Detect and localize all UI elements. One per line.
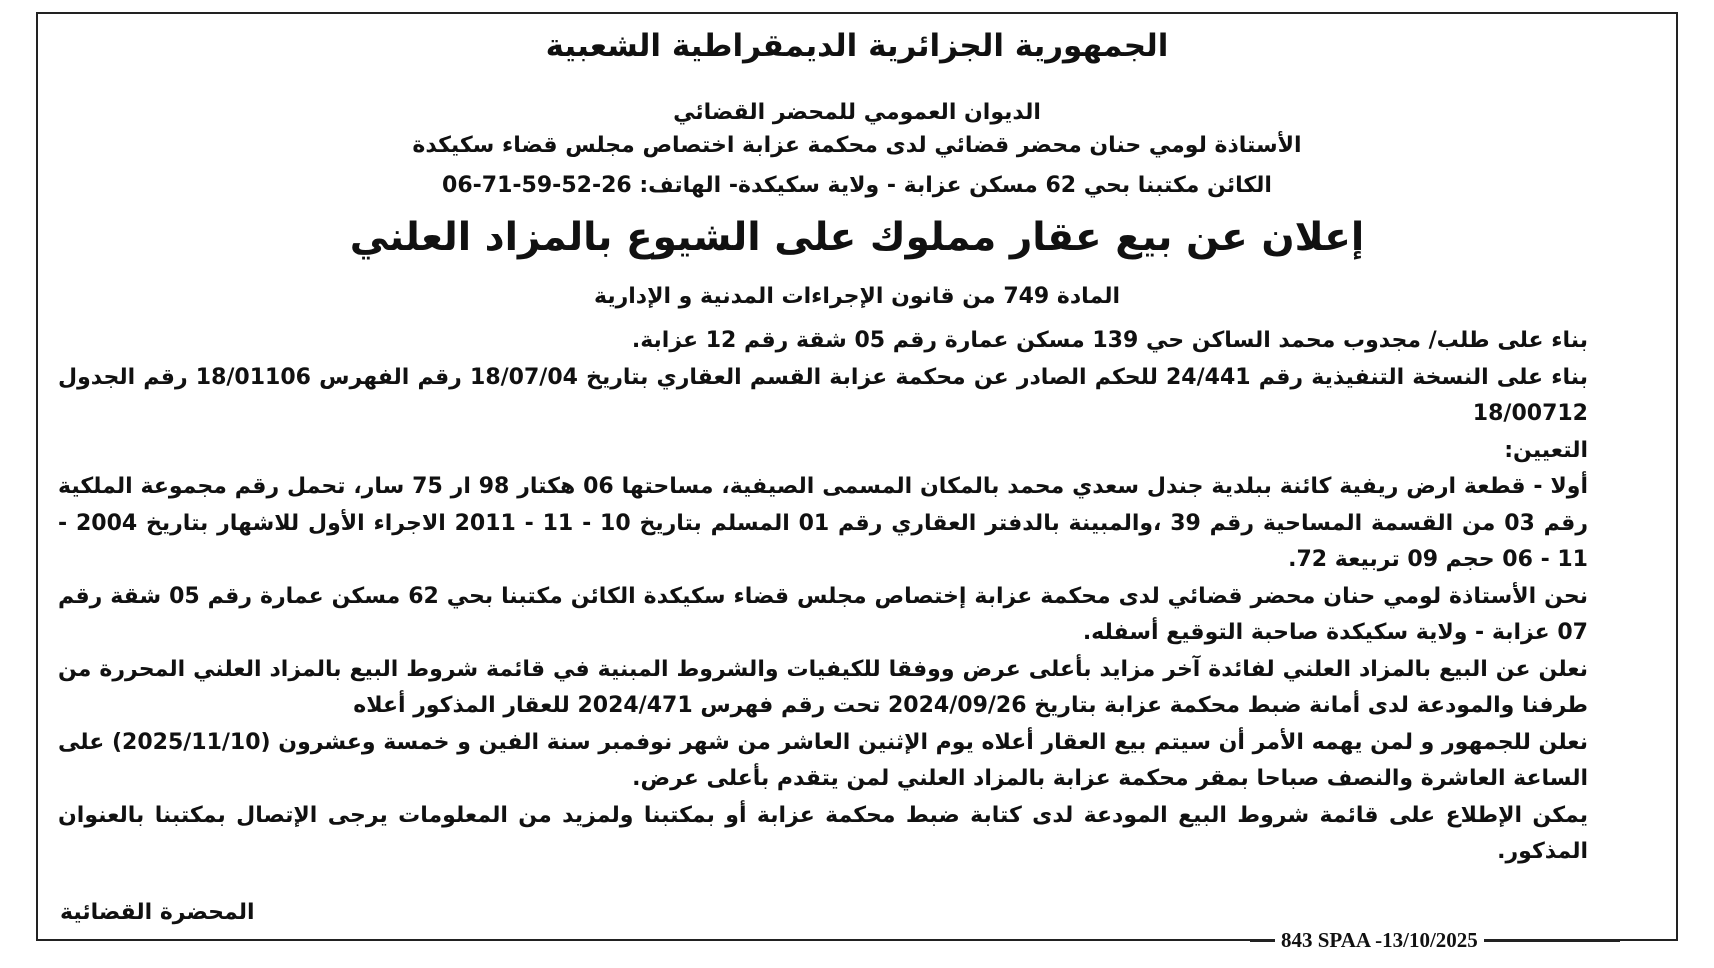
property-paragraph: أولا - قطعة ارض ريفية كائنة ببلدية جندل سعدي محمد بالمكان المسمى الصيفية، مساحتها 06 هكتار 98 ار 75 سار، تحمل رقم مجموعة الملكية رقم 03 من القسمة المساحية رقم 39 ،والمبينة بالدفتر العقاري رقم 01 المسلم بتاريخ 10 - 11 - 2011 الاجراء الأول للاشهار بتاريخ 2004 - 11 - 06 حجم 09 تربيعة 72. — [58, 474, 1589, 572]
office-signature: المحضرة القضائية — [60, 900, 255, 925]
office-name: الديوان العمومي للمحضر القضائي — [673, 100, 1041, 125]
sale-paragraph: نعلن عن البيع بالمزاد العلني لفائدة آخر مزايد بأعلى عرض ووفقا للكيفيات والشروط المبنية في قائمة شروط البيع بالمزاد العلني المحررة من طرفنا والمودعة لدى أمانة ضبط محكمة عزابة بتاريخ 2024/09/26 تحت رقم فهرس 2024/471 للعقار المذكور أعلاه — [58, 656, 1588, 718]
republic-header: الجمهورية الجزائرية الديمقراطية الشعبية — [545, 28, 1169, 64]
request-paragraph: بناء على طلب/ مجدوب محمد الساكن حي 139 مسكن عمارة رقم 05 شقة رقم 12 عزابة. — [631, 328, 1588, 353]
notice-body — [58, 323, 1588, 871]
notice-title: إعلان عن بيع عقار مملوك على الشيوع بالمزاد العلني — [349, 215, 1365, 260]
bailiff-paragraph: نحن الأستاذة لومي حنان محضر قضائي لدى محكمة عزابة إختصاص مجلس قضاء سكيكدة الكائن مكتبنا بحي 62 مسكن عمارة رقم 05 شقة رقم 07 عزابة - ولاية سكيكدة صاحبة التوقيع أسفله. — [58, 583, 1589, 645]
designation-heading: التعيين: — [1504, 437, 1588, 463]
legal-article: المادة 749 من قانون الإجراءات المدنية و الإدارية — [594, 284, 1120, 309]
bailiff-line: الأستاذة لومي حنان محضر قضائي لدى محكمة عزابة اختصاص مجلس قضاء سكيكدة — [412, 133, 1302, 158]
date-paragraph: نعلن للجمهور و لمن يهمه الأمر أن سيتم بيع العقار أعلاه يوم الإثنين العاشر من شهر نوفمبر سنة الفين و خمسة وعشرون (2025/11/10) على الساعة العاشرة والنصف صباحا بمقر محكمة عزابة بالمزاد العلني لمن يتقدم بأعلى عرض. — [58, 729, 1588, 791]
judgment-paragraph: بناء على النسخة التنفيذية رقم 24/441 للحكم الصادر عن محكمة عزابة القسم العقاري بتاريخ 18/07/04 رقم الفهرس 18/01106 رقم الجدول 18/00712 — [58, 364, 1588, 426]
info-paragraph: يمكن الإطلاع على قائمة شروط البيع المودعة لدى كتابة ضبط محكمة عزابة أو بمكتبنا ولمزيد من المعلومات يرجى الإتصال بمكتبنا بالعنوان المذكور. — [58, 802, 1588, 864]
publication-reference: 843 SPAA -13/10/2025 — [1275, 928, 1484, 953]
address-line: الكائن مكتبنا بحي 62 مسكن عزابة - ولاية سكيكدة- الهاتف: 26-52-59-71-06 — [442, 173, 1272, 198]
